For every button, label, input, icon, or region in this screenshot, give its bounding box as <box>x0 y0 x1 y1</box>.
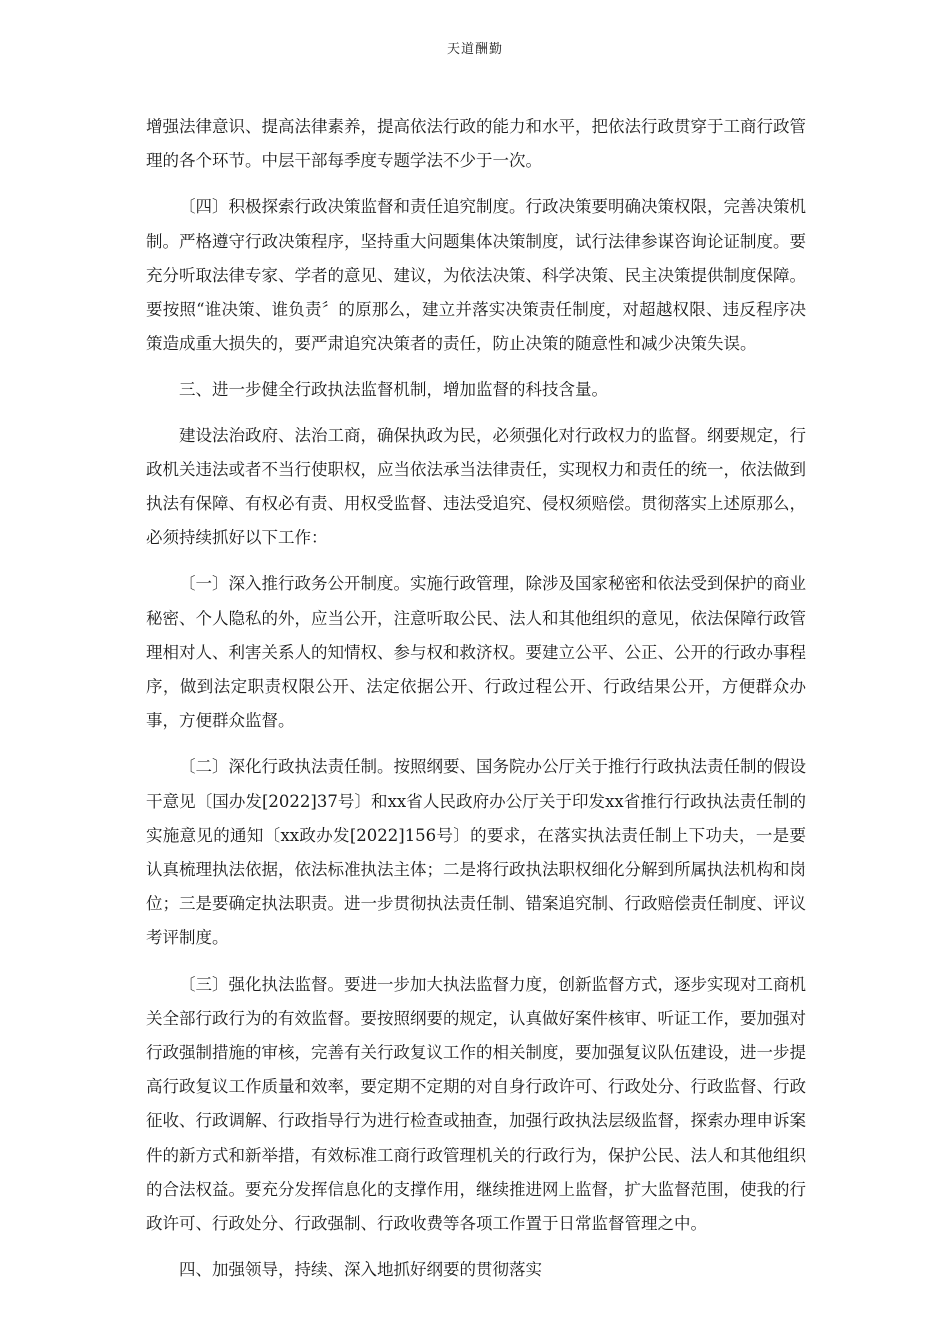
paragraph-section-4-decision-supervision: 〔四〕积极探索行政决策监督和责任追究制度。行政决策要明确决策权限，完善决策机制。严格遵守行政决策程序，坚持重大问题集体决策制度，试行法律参谋咨询论证制度。要充分听取法律专家、学者的意见、建议，为依法决策、科学决策、民主决策提供制度保障。要按照“谁决策、谁负责〞的原那么，建立并落实决策责任制度，对超越权限、违反程序决策造成重大损失的，要严肃追究决策者的责任，防止决策的随意性和减少决策失误。 <box>146 197 806 354</box>
paragraph-item-3-enforcement-supervision: 〔三〕强化执法监督。要进一步加大执法监督力度，创新监督方式，逐步实现对工商机关全部行政行为的有效监督。要按照纲要的规定，认真做好案件核审、听证工作，要加强对行政强制措施的审核，完善有关行政复议工作的相关制度，要加强复议队伍建设，进一步提高行政复议工作质量和效率，要定期不定期的对自身行政许可、行政处分、行政监督、行政征收、行政调解、行政指导行为进行检查或抽查，加强行政执法层级监督，探索办理申诉案件的新方式和新举措，有效标准工商行政管理机关的行政行为，保护公民、法人和其他组织的合法权益。要充分发挥信息化的支撑作用，继续推进网上监督，扩大监督范围，使我的行政许可、行政处分、行政强制、行政收费等各项工作置于日常监督管理之中。 <box>146 974 806 1234</box>
heading-section-4: 四、加强领导，持续、深入地抓好纲要的贯彻落实 <box>179 1260 542 1280</box>
page-header: 天道酬勤 <box>446 42 503 57</box>
paragraph-continuation: 增强法律意识、提高法律素养，提高依法行政的能力和水平，把依法行政贯穿于工商行政管理的各个环节。中层干部每季度专题学法不少于一次。 <box>146 117 806 171</box>
paragraph-item-1-government-affairs-disclosure: 〔一〕深入推行政务公开制度。实施行政管理，除涉及国家秘密和依法受到保护的商业秘密、个人隐私的外，应当公开，注意听取公民、法人和其他组织的意见，依法保障行政管理相对人、利害关系人的知情权、参与权和救济权。要建立公平、公正、公开的行政办事程序，做到法定职责权限公开、法定依据公开、行政过程公开、行政结果公开，方便群众办事，方便群众监督。 <box>146 574 806 731</box>
paragraph-rule-of-law-government: 建设法治政府、法治工商，确保执政为民，必须强化对行政权力的监督。纲要规定，行政机关违法或者不当行使职权，应当依法承当法律责任，实现权力和责任的统一，依法做到执法有保障、有权必有责、用权受监督、违法受追究、侵权须赔偿。贯彻落实上述原那么，必须持续抓好以下工作： <box>146 425 806 548</box>
heading-section-3: 三、进一步健全行政执法监督机制，增加监督的科技含量。 <box>179 380 608 400</box>
document-body <box>146 110 806 1288</box>
paragraph-item-2-enforcement-responsibility: 〔二〕深化行政执法责任制。按照纲要、国务院办公厅关于推行行政执法责任制的假设干意见〔国办发[2022]37号〕和xx省人民政府办公厅关于印发xx省推行行政执法责任制的实施意见的通知〔xx政办发[2022]156号〕的要求，在落实执法责任制上下功夫，一是要认真梳理执法依据，依法标准执法主体；二是将行政执法职权细化分解到所属执法机构和岗位；三是要确定执法职责。进一步贯彻执法责任制、错案追究制、行政赔偿责任制度、评议考评制度。 <box>146 757 806 948</box>
